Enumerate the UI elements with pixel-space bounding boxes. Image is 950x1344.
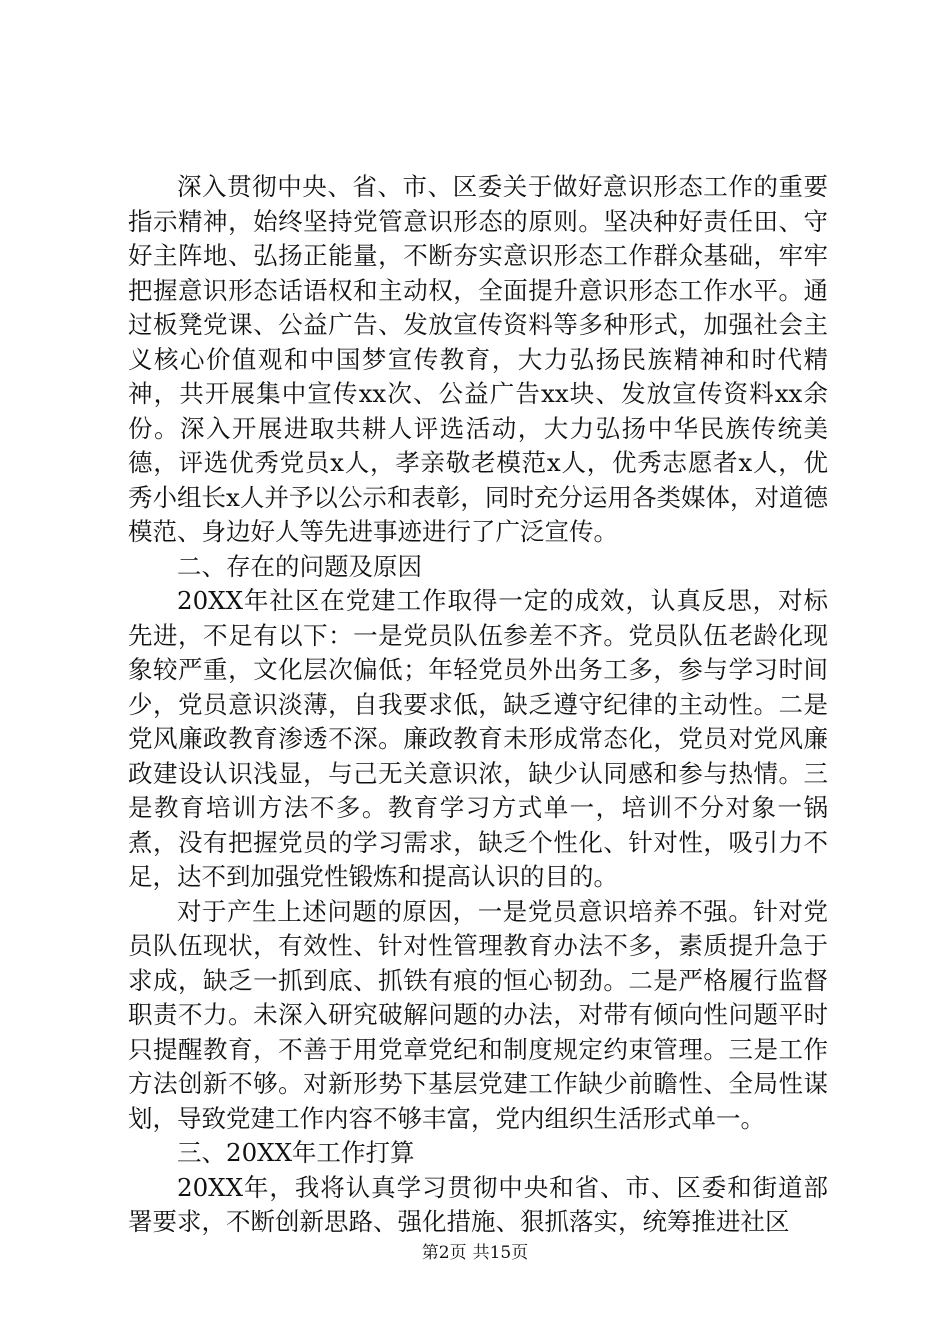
page-footer	[0, 1242, 950, 1264]
paragraph-work-plan: 20XX年，我将认真学习贯彻中央和省、市、区委和街道部署要求，不断创新思路、强化措施、狠抓落实，统筹推进社区	[128, 1172, 828, 1236]
page-number: 第2页	[421, 1243, 467, 1263]
paragraph-ideology-work: 深入贯彻中央、省、市、区委关于做好意识形态工作的重要指示精神，始终坚持党管意识形态的原则。坚决种好责任田、守好主阵地、弘扬正能量，不断夯实意识形态工作群众基础，牢牢把握意识形态话语权和主动权，全面提升意识形态工作水平。通过板凳党课、公益广告、发放宣传资料等多种形式，加强社会主义核心价值观和中国梦宣传教育，大力弘扬民族精神和时代精神，共开展集中宣传xx次、公益广告xx块、发放宣传资料xx余份。深入开展进取共耕人评选活动，大力弘扬中华民族传统美德，评选优秀党员x人，孝亲敬老模范x人，优秀志愿者x人，优秀小组长x人并予以公示和表彰，同时充分运用各类媒体，对道德模范、身边好人等先进事迹进行了广泛宣传。	[128, 172, 828, 546]
section-heading-plans: 三、20XX年工作打算	[177, 1138, 415, 1167]
document-body	[128, 170, 828, 1240]
page-total: 共15页	[472, 1243, 529, 1263]
paragraph-shortcomings: 20XX年社区在党建工作取得一定的成效，认真反思，对标先进，不足有以下：一是党员队伍参差不齐。党员队伍老龄化现象较严重，文化层次偏低；年轻党员外出务工多，参与学习时间少，党员意识淡薄，自我要求低，缺乏遵守纪律的主动性。二是党风廉政教育渗透不深。廉政教育未形成常态化，党员对党风廉政建设认识浅显，与己无关意识浓，缺少认同感和参与热情。三是教育培训方法不多。教育学习方式单一，培训不分对象一锅煮，没有把握党员的学习需求，缺乏个性化、针对性，吸引力不足，达不到加强党性锻炼和提高认识的目的。	[128, 586, 828, 891]
section-heading-problems: 二、存在的问题及原因	[177, 551, 422, 581]
paragraph-causes: 对于产生上述问题的原因，一是党员意识培养不强。针对党员队伍现状，有效性、针对性管理教育办法不多，素质提升急于求成，缺乏一抓到底、抓铁有痕的恒心韧劲。二是严格履行监督职责不力。未深入研究破解问题的办法，对带有倾向性问题平时只提醒教育，不善于用党章党纪和制度规定约束管理。三是工作方法创新不够。对新形势下基层党建工作缺少前瞻性、全局性谋划，导致党建工作内容不够丰富，党内组织生活形式单一。	[128, 896, 828, 1133]
